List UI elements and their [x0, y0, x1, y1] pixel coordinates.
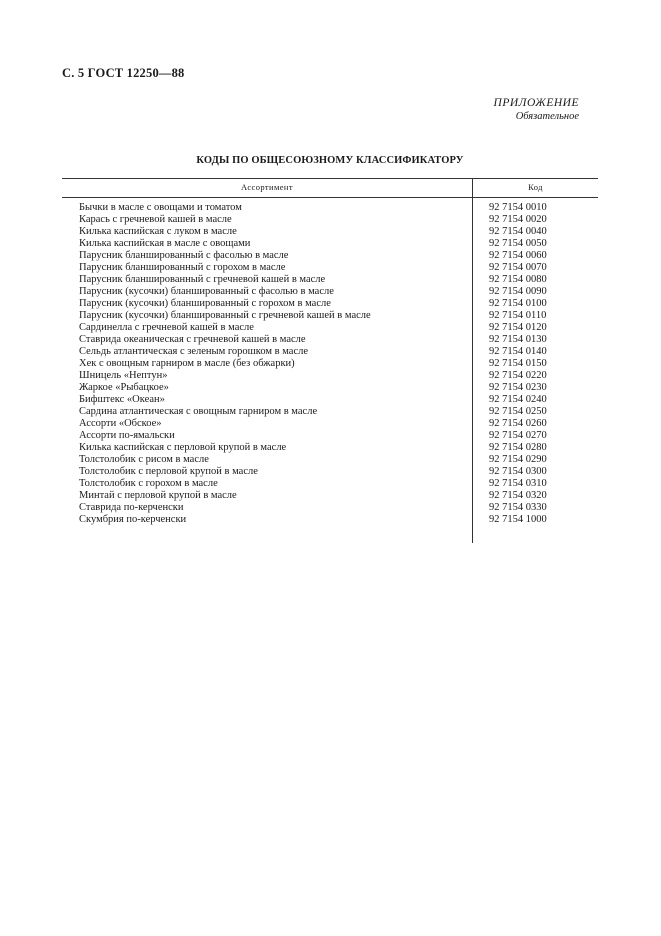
- row-code: 92 7154 0090: [489, 286, 547, 297]
- appendix-title: ПРИЛОЖЕНИЕ: [493, 97, 579, 109]
- row-code: 92 7154 0100: [489, 298, 547, 309]
- column-header-assortment: Ассортимент: [241, 182, 293, 192]
- row-code: 92 7154 0060: [489, 250, 547, 261]
- table-row: [62, 358, 598, 370]
- row-assortment-name: Парусник (кусочки) бланшированный с гречневой кашей в масле: [79, 310, 371, 321]
- row-assortment-name: Толстолобик с горохом в масле: [79, 478, 218, 489]
- table-header-rule: [62, 197, 598, 198]
- table-row: [62, 322, 598, 334]
- row-code: 92 7154 0230: [489, 382, 547, 393]
- row-assortment-name: Парусник (кусочки) бланшированный с горохом в масле: [79, 298, 331, 309]
- row-assortment-name: Парусник (кусочки) бланшированный с фасолью в масле: [79, 286, 334, 297]
- row-code: 92 7154 0320: [489, 490, 547, 501]
- table-row: [62, 490, 598, 502]
- row-code: 92 7154 0220: [489, 370, 547, 381]
- row-assortment-name: Сельдь атлантическая с зеленым горошком в масле: [79, 346, 309, 357]
- row-code: 92 7154 0020: [489, 214, 547, 225]
- table-row: [62, 226, 598, 238]
- table-row: [62, 370, 598, 382]
- row-code: 92 7154 0070: [489, 262, 547, 273]
- table-row: [62, 394, 598, 406]
- table-row: [62, 430, 598, 442]
- table-row: [62, 202, 598, 214]
- row-code: 92 7154 0130: [489, 334, 547, 345]
- row-assortment-name: Толстолобик с перловой крупой в масле: [79, 466, 258, 477]
- row-assortment-name: Килька каспийская с перловой крупой в масле: [79, 442, 287, 453]
- row-code: 92 7154 0140: [489, 346, 547, 357]
- table-top-rule: [62, 178, 598, 179]
- row-assortment-name: Ставрида океаническая с гречневой кашей в масле: [79, 334, 306, 345]
- table-row: [62, 250, 598, 262]
- row-assortment-name: Карась с гречневой кашей в масле: [79, 214, 232, 225]
- row-assortment-name: Парусник бланшированный с гречневой кашей в масле: [79, 274, 326, 285]
- row-code: 92 7154 0330: [489, 502, 547, 513]
- row-code: 92 7154 0040: [489, 226, 547, 237]
- table-row: [62, 238, 598, 250]
- row-assortment-name: Парусник бланшированный с фасолью в масле: [79, 250, 289, 261]
- row-code: 92 7154 0280: [489, 442, 547, 453]
- table-body: [62, 202, 598, 526]
- row-assortment-name: Сардина атлантическая с овощным гарниром в масле: [79, 406, 318, 417]
- row-assortment-name: Толстолобик с рисом в масле: [79, 454, 209, 465]
- row-code: 92 7154 0080: [489, 274, 547, 285]
- table-row: [62, 442, 598, 454]
- row-assortment-name: Скумбрия по-керченски: [79, 514, 187, 525]
- table-row: [62, 406, 598, 418]
- row-assortment-name: Ассорти по-ямальски: [79, 430, 175, 441]
- table-row: [62, 454, 598, 466]
- row-assortment-name: Килька каспийская в масле с овощами: [79, 238, 251, 249]
- row-code: 92 7154 1000: [489, 514, 547, 525]
- row-assortment-name: Бычки в масле с овощами и томатом: [79, 202, 242, 213]
- codes-table: [62, 178, 598, 543]
- row-assortment-name: Килька каспийская с луком в масле: [79, 226, 237, 237]
- row-assortment-name: Бифштекс «Океан»: [79, 394, 165, 405]
- table-row: [62, 262, 598, 274]
- row-code: 92 7154 0260: [489, 418, 547, 429]
- row-code: 92 7154 0120: [489, 322, 547, 333]
- row-assortment-name: Сардинелла с гречневой кашей в масле: [79, 322, 254, 333]
- row-code: 92 7154 0300: [489, 466, 547, 477]
- row-assortment-name: Минтай с перловой крупой в масле: [79, 490, 237, 501]
- row-code: 92 7154 0290: [489, 454, 547, 465]
- column-header-code: Код: [528, 182, 543, 192]
- row-code: 92 7154 0240: [489, 394, 547, 405]
- table-row: [62, 310, 598, 322]
- row-code: 92 7154 0270: [489, 430, 547, 441]
- appendix-subtitle: Обязательное: [515, 111, 579, 122]
- table-row: [62, 298, 598, 310]
- table-row: [62, 382, 598, 394]
- row-code: 92 7154 0050: [489, 238, 547, 249]
- row-code: 92 7154 0310: [489, 478, 547, 489]
- appendix-label: [494, 97, 579, 123]
- row-code: 92 7154 0250: [489, 406, 547, 417]
- table-row: [62, 334, 598, 346]
- table-row: [62, 478, 598, 490]
- row-assortment-name: Шницель «Нептун»: [79, 370, 168, 381]
- document-title: КОДЫ ПО ОБЩЕСОЮЗНОМУ КЛАССИФИКАТОРУ: [196, 155, 464, 166]
- table-row: [62, 418, 598, 430]
- table-row: [62, 466, 598, 478]
- row-code: 92 7154 0010: [489, 202, 547, 213]
- table-row: [62, 346, 598, 358]
- row-assortment-name: Ставрида по-керченски: [79, 502, 184, 513]
- table-row: [62, 514, 598, 526]
- row-code: 92 7154 0110: [489, 310, 547, 321]
- row-assortment-name: Парусник бланшированный с горохом в масле: [79, 262, 286, 273]
- table-row: [62, 274, 598, 286]
- page-header: С. 5 ГОСТ 12250—88: [62, 66, 185, 80]
- table-row: [62, 286, 598, 298]
- row-code: 92 7154 0150: [489, 358, 547, 369]
- table-row: [62, 214, 598, 226]
- row-assortment-name: Хек с овощным гарниром в масле (без обжарки): [79, 358, 295, 369]
- table-row: [62, 502, 598, 514]
- row-assortment-name: Ассорти «Обское»: [79, 418, 162, 429]
- row-assortment-name: Жаркое «Рыбацкое»: [79, 382, 169, 393]
